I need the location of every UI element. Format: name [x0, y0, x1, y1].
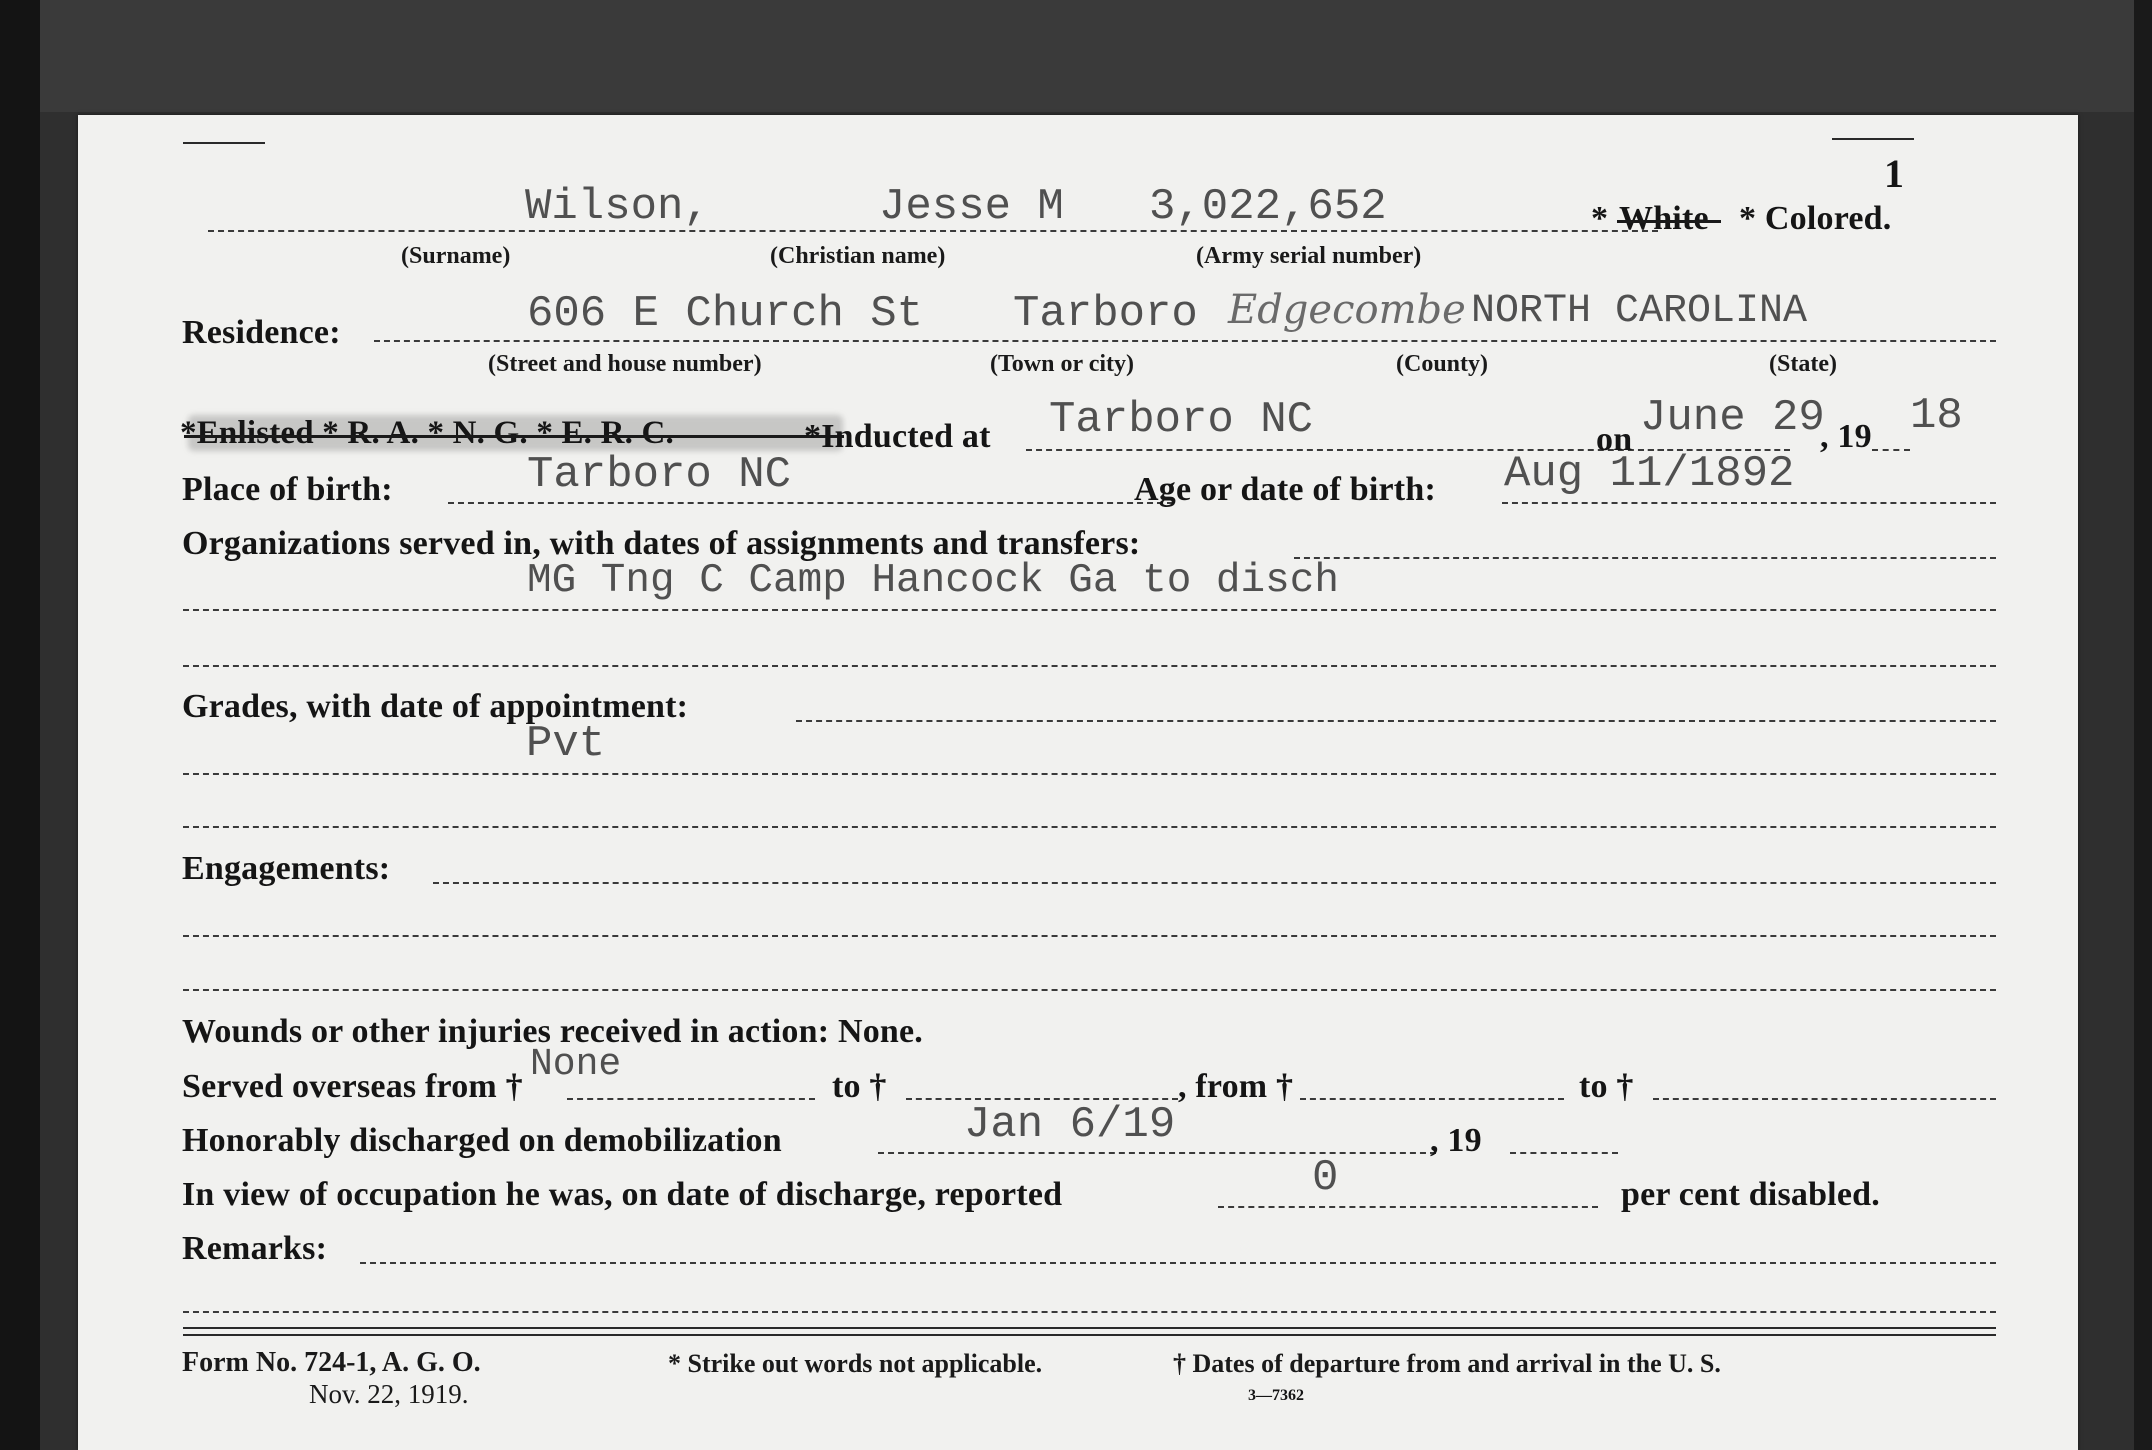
remarks-label: Remarks:	[182, 1230, 328, 1267]
organizations-line-2	[183, 609, 1996, 611]
residence-label: Residence:	[182, 314, 341, 351]
on-label: on	[1596, 421, 1633, 458]
scanner-background-top	[0, 0, 2152, 112]
engagements-label: Engagements:	[182, 850, 391, 887]
organizations-label: Organizations served in, with dates of assignments and transfers:	[182, 525, 1141, 562]
engagements-line-2	[183, 935, 1996, 937]
discharge-year-line	[1510, 1152, 1618, 1154]
race-option-white-struck: White	[1619, 200, 1709, 237]
card-number: 1	[1884, 151, 1905, 196]
induction-date: June 29	[1640, 393, 1825, 443]
organizations-line-1	[1294, 557, 1996, 559]
serial-number-value: 3,022,652	[1149, 182, 1387, 232]
race-prefix: *	[1591, 200, 1609, 237]
induction-year: 18	[1910, 391, 1963, 441]
discharge-label: Honorably discharged on demobilization	[182, 1122, 782, 1159]
overseas-value: None	[530, 1043, 622, 1086]
discharge-date: Jan 6/19	[964, 1100, 1176, 1150]
discharge-year-label: , 19	[1430, 1122, 1482, 1159]
caption-state: (State)	[1769, 351, 1837, 377]
scanner-background-left	[0, 0, 40, 1450]
printer-code: 3—7362	[1248, 1387, 1304, 1404]
residence-line	[374, 340, 1996, 342]
engagements-line-1	[433, 882, 1996, 884]
disability-label: In view of occupation he was, on date of discharge, reported	[182, 1176, 1063, 1213]
surname-value: Wilson,	[525, 182, 710, 232]
top-right-rule	[1832, 138, 1914, 140]
grades-label: Grades, with date of appointment:	[182, 688, 689, 725]
remarks-line-1	[360, 1262, 1996, 1264]
discharge-line	[878, 1152, 1436, 1154]
induction-year-line	[1872, 449, 1910, 451]
inducted-at-label: *Inducted at	[804, 418, 991, 455]
inducted-place: Tarboro NC	[1049, 395, 1314, 445]
overseas-to-label-1: to †	[832, 1068, 887, 1105]
disability-value: 0	[1312, 1153, 1339, 1203]
caption-county: (County)	[1396, 351, 1489, 377]
scanner-background-right	[2134, 0, 2152, 1450]
strike-out-note: * Strike out words not applicable.	[668, 1349, 1043, 1378]
dates-note: † Dates of departure from and arrival in the U. S.	[1173, 1349, 1721, 1378]
caption-town: (Town or city)	[990, 351, 1134, 377]
form-date: Nov. 22, 1919.	[309, 1379, 469, 1409]
place-of-birth-value: Tarboro NC	[527, 450, 792, 500]
residence-street: 606 E Church St	[527, 289, 924, 339]
place-of-birth-line	[448, 502, 1173, 504]
overseas-to-label-2: to †	[1579, 1068, 1634, 1105]
age-or-dob-label: Age or date of birth:	[1134, 471, 1436, 508]
organizations-line-3	[183, 665, 1996, 667]
overseas-to-line-2	[1653, 1098, 1996, 1100]
race-option-colored: * Colored.	[1739, 200, 1892, 237]
enlistment-options-struck: *Enlisted * R. A. * N. G. * E. R. C.	[180, 415, 674, 451]
caption-street: (Street and house number)	[488, 351, 762, 377]
overseas-from-line	[567, 1098, 815, 1100]
engagements-line-3	[183, 989, 1996, 991]
footer-rule-1	[183, 1327, 1996, 1329]
record-card	[78, 115, 2078, 1450]
residence-county: Edgecombe	[1228, 287, 1466, 333]
overseas-from-line-2	[1300, 1098, 1564, 1100]
caption-surname: (Surname)	[401, 243, 511, 269]
overseas-from-label: Served overseas from †	[182, 1068, 523, 1105]
remarks-line-2	[183, 1311, 1996, 1313]
residence-town: Tarboro	[1013, 289, 1198, 339]
overseas-from-label-2: , from †	[1178, 1068, 1294, 1105]
place-of-birth-label: Place of birth:	[182, 471, 393, 508]
footer-rule-2	[183, 1334, 1996, 1336]
caption-christian-name: (Christian name)	[770, 243, 946, 269]
grades-line-1	[796, 720, 1996, 722]
date-of-birth-value: Aug 11/1892	[1504, 449, 1795, 499]
caption-serial-number: (Army serial number)	[1196, 243, 1422, 269]
dob-line	[1502, 502, 1996, 504]
top-left-rule	[183, 142, 265, 144]
grades-line-2	[183, 773, 1996, 775]
disability-line	[1218, 1206, 1598, 1208]
residence-state: NORTH CAROLINA	[1471, 289, 1808, 334]
white-strikethrough	[1617, 220, 1721, 223]
grades-value: Pvt	[526, 719, 606, 769]
wounds-text: Wounds or other injuries received in action: None.	[182, 1013, 923, 1050]
form-number: Form No. 724-1, A. G. O.	[182, 1347, 481, 1378]
organizations-value: MG Tng C Camp Hancock Ga to disch	[527, 558, 1339, 604]
grades-line-3	[183, 826, 1996, 828]
year-prefix: , 19	[1820, 418, 1872, 455]
christian-name-value: Jesse M	[879, 182, 1064, 232]
disability-suffix: per cent disabled.	[1621, 1176, 1880, 1213]
name-line	[208, 230, 1658, 232]
enlistment-strikethrough	[184, 435, 844, 438]
